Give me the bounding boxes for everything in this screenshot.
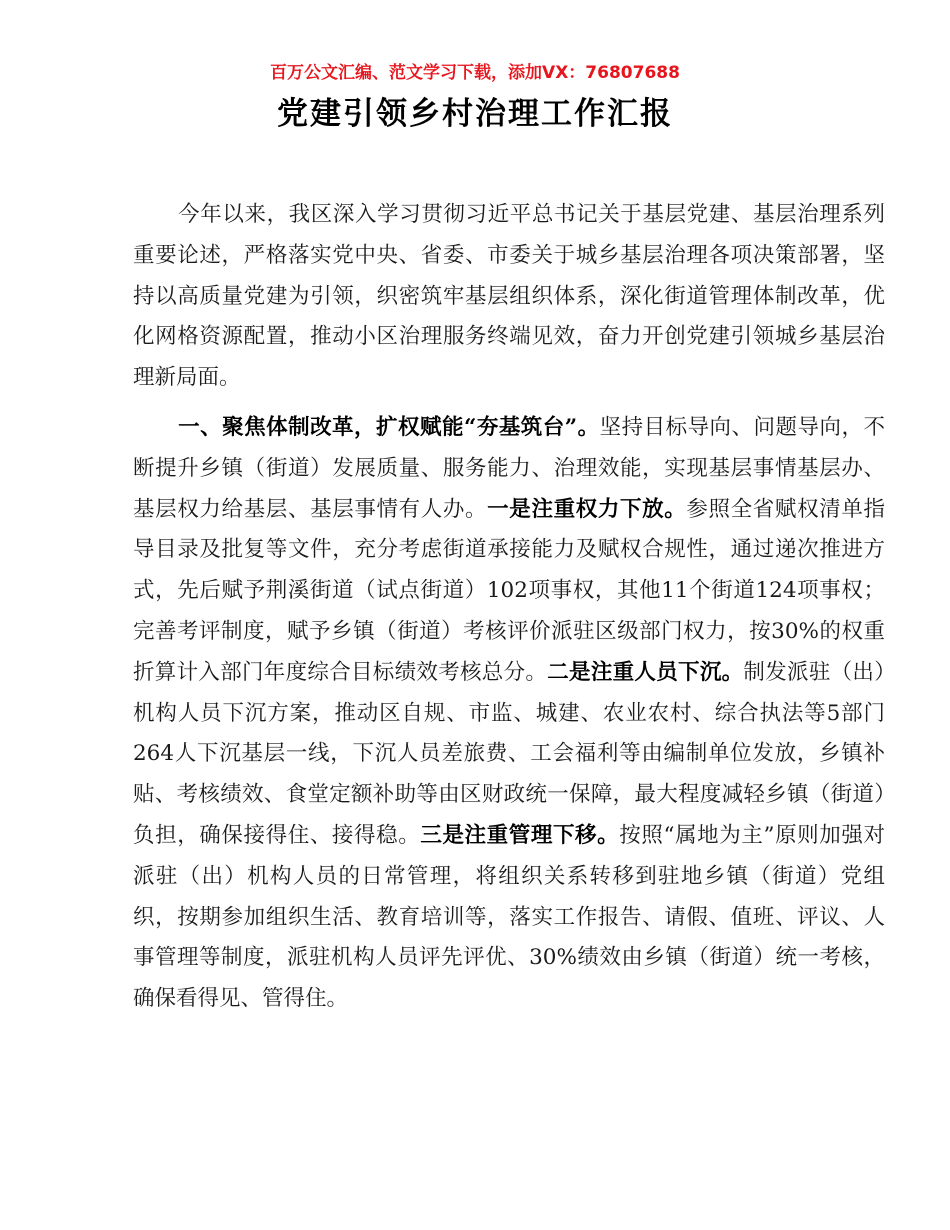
section-1-paragraph bbox=[133, 408, 885, 1020]
point-3-text: 按照“属地为主”原则加强对派驻（出）机构人员的日常管理，将组织关系转移到驻地乡镇（街道）党组织，按期参加组织生活、教育培训等，落实工作报告、请假、值班、评议、人事管理等制度，派驻机构人员评先评优、30%绩效由乡镇（街道）统一考核，确保看得见、管得住。 bbox=[133, 822, 885, 1012]
point-1-text: 参照全省赋权清单指导目录及批复等文件，充分考虑街道承接能力及赋权合规性，通过递次推进方式，先后赋予荆溪街道（试点街道）102项事权，其他11个街道124项事权；完善考评制度，赋予乡镇（街道）考核评价派驻区级部门权力，按30%的权重折算计入部门年度综合目标绩效考核总分。 bbox=[133, 496, 885, 685]
section-1-lead: 坚持目标导向、问题导向，不断提升乡镇（街道）发展质量、服务能力、治理效能，实现基层事情基层办、基层权力给基层、基层事情有人办。 bbox=[133, 414, 885, 522]
point-1-title: 一是注重权力下放。 bbox=[487, 496, 687, 522]
point-3-title: 三是注重管理下移。 bbox=[420, 822, 620, 848]
document-title: 党建引领乡村治理工作汇报 bbox=[277, 96, 673, 132]
point-2-title: 二是注重人员下沉。 bbox=[547, 659, 744, 685]
watermark-text: 百万公文汇编、范文学习下载，添加VX：76807688 bbox=[270, 63, 680, 83]
point-2-text: 制发派驻（出）机构人员下沉方案，推动区自规、市监、城建、农业农村、综合执法等5部门264人下沉基层一线，下沉人员差旅费、工会福利等由编制单位发放，乡镇补贴、考核绩效、食堂定额补助等由区财政统一保障，最大程度减轻乡镇（街道）负担，确保接得住、接得稳。 bbox=[133, 659, 885, 848]
section-1-heading: 一、聚焦体制改革，扩权赋能“夯基筑台”。 bbox=[178, 414, 600, 440]
document-body bbox=[133, 195, 885, 1020]
intro-paragraph bbox=[133, 195, 885, 399]
intro-text: 今年以来，我区深入学习贯彻习近平总书记关于基层党建、基层治理系列重要论述，严格落实党中央、省委、市委关于城乡基层治理各项决策部署，坚持以高质量党建为引领，织密筑牢基层组织体系，深化街道管理体制改革，优化网格资源配置，推动小区治理服务终端见效，奋力开创党建引领城乡基层治理新局面。 bbox=[133, 202, 885, 391]
